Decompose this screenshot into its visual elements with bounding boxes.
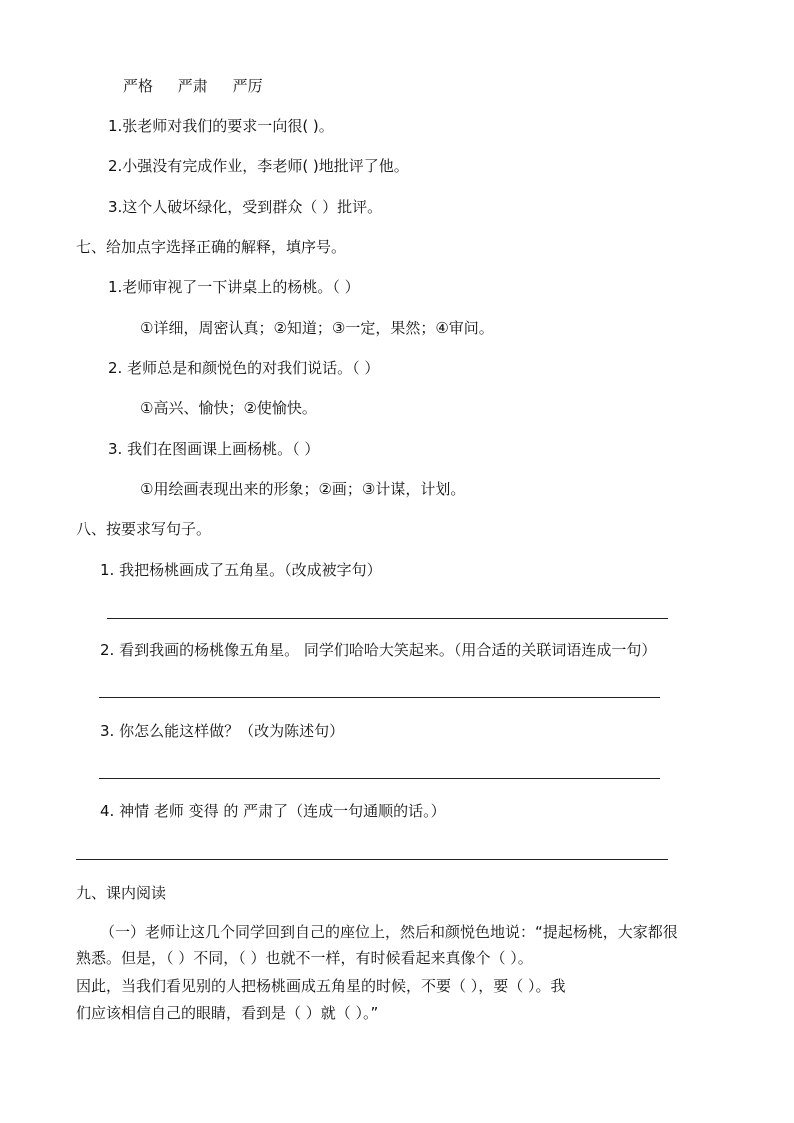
fill-question: 1.张老师对我们的要求一向很( )。 (108, 117, 334, 135)
section-8-title: 八、按要求写句子。 (76, 520, 212, 538)
word-choice: 严格 (123, 77, 154, 95)
options: ①详细，周密认真；②知道；③一定，果然；④审问。 (140, 319, 494, 337)
word-choices (123, 76, 263, 96)
sentence-task: 3. 你怎么能这样做？（改为陈述句） (100, 722, 345, 740)
answer-line[interactable] (99, 697, 660, 698)
options: ①高兴、愉快；②使愉快。 (140, 399, 317, 417)
options: ①用绘画表现出来的形象；②画；③计谋，计划。 (140, 480, 466, 498)
answer-line[interactable] (76, 859, 668, 860)
question: 2. 老师总是和颜悦色的对我们说话。（ ） (108, 359, 380, 377)
question: 1.老师审视了一下讲桌上的杨桃。（ ） (108, 278, 360, 296)
word-choice: 严厉 (232, 77, 263, 95)
reading-line: 们应该相信自己的眼睛，看到是（ ）就（ ）。” (76, 1004, 379, 1022)
reading-line: 因此，当我们看见别的人把杨桃画成五角星的时候，不要（ ），要（ ）。我 (76, 977, 566, 995)
sentence-task: 4. 神情 老师 变得 的 严肃了（连成一句通顺的话。） (100, 802, 446, 820)
reading-line: 熟悉。但是，（ ）不同，（ ）也就不一样，有时候看起来真像个（ ）。 (76, 949, 533, 967)
sentence-task: 1. 我把杨桃画成了五角星。（改成被字句） (100, 561, 382, 579)
answer-line[interactable] (107, 618, 668, 619)
fill-question: 3.这个人破坏绿化，受到群众（ ）批评。 (108, 198, 383, 216)
question: 3. 我们在图画课上画杨桃。（ ） (108, 440, 320, 458)
answer-line[interactable] (99, 778, 660, 779)
section-7-title: 七、给加点字选择正确的解释，填序号。 (76, 238, 347, 256)
fill-question: 2.小强没有完成作业，李老师( )地批评了他。 (108, 157, 409, 175)
section-9-title: 九、课内阅读 (76, 884, 167, 902)
word-choice: 严肃 (177, 77, 208, 95)
sentence-task: 2. 看到我画的杨桃像五角星。 同学们哈哈大笑起来。（用合适的关联词语连成一句） (100, 641, 657, 659)
reading-line: （一）老师让这几个同学回到自己的座位上，然后和颜悦色地说：“提起杨桃，大家都很 (100, 923, 678, 941)
